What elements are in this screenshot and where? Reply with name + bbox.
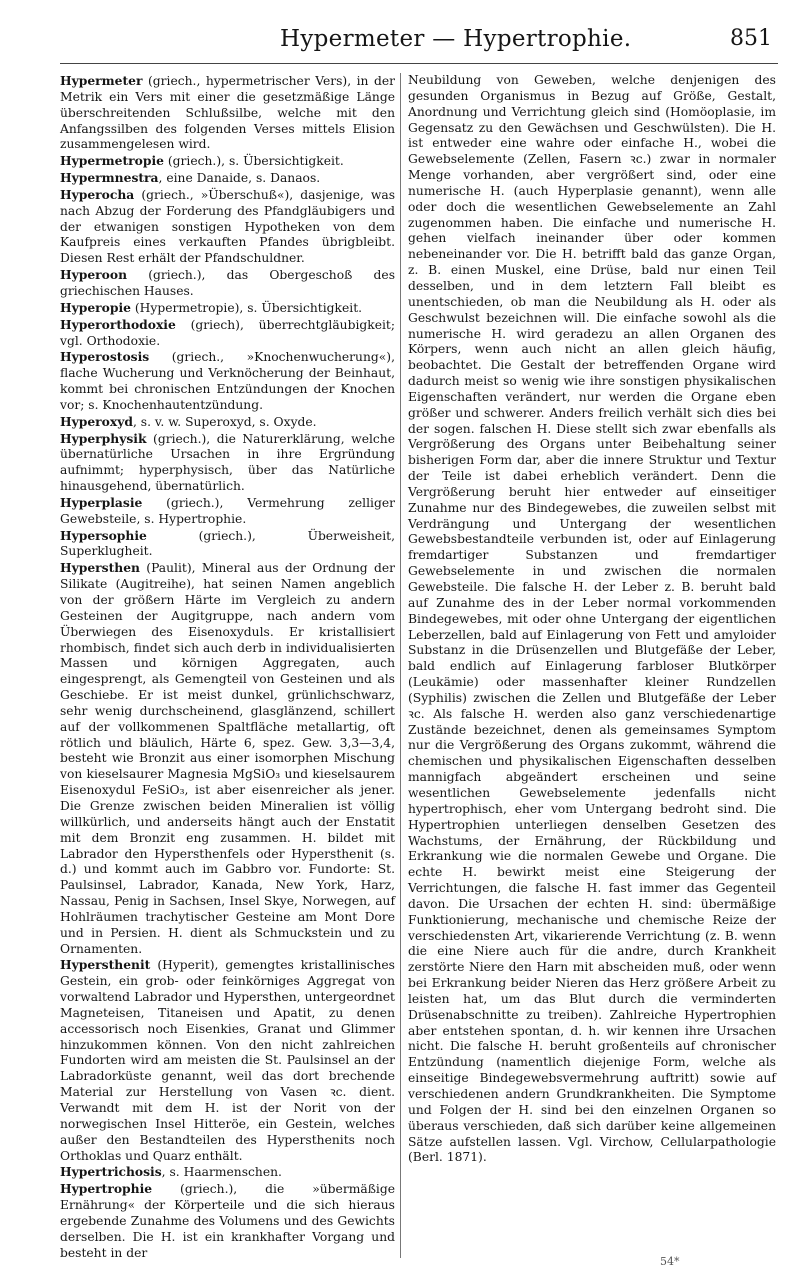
entry-text: , s. Haarmenschen. [161,1165,282,1180]
headword: Hyperoon [60,267,128,283]
entry-hyperoon [60,267,395,300]
entry-hypersthenit [60,957,395,1164]
entry-hyperoxyd [60,414,395,431]
entry-text: (griech.), Überweisheit, Superklugheit. [60,528,395,559]
running-title: Hypermeter — Hypertrophie. [280,26,632,52]
entry-hyperplasie [60,495,395,528]
entry-text: (griech., »Überschuß«), dasjenige, was nach Abzug der Forderung des Pfandgläubigers und der etwanigen sonstigen Hypotheken von dem Kaufpreis eines verkauften Pfandes übrigbleibt. Diesen Rest erhält der Pfandschuldner. [60,187,395,266]
entry-hyperocha [60,187,395,267]
headword: Hypertrophie [60,1181,153,1197]
headword: Hyperorthodoxie [60,316,176,332]
entry-hypersthen [60,560,395,957]
headword: Hypertrichosis [60,1164,162,1180]
entry-hypermnestra [60,170,395,187]
entry-text: (Hypermetropie), s. Übersichtigkeit. [130,300,363,315]
headword: Hyperoxyd [60,413,133,429]
entry-text: (griech.), s. Übersichtigkeit. [163,154,344,169]
right-column [408,73,776,1166]
entry-hyperopie [60,300,395,317]
headword: Hyperphysik [60,430,147,446]
headword: Hypersthenit [60,957,151,973]
entry-hyperphysik [60,431,395,495]
entry-hyperostosis [60,349,395,413]
headword: Hypermnestra [60,170,159,186]
entry-hypertrophie [60,1181,395,1261]
entry-text: (griech.), das Obergeschoß des griechischen Hauses. [60,268,395,298]
entry-text: , eine Danaide, s. Danaos. [158,171,321,186]
entry-text: (griech.), die »übermäßige Ernährung« der Körperteile und die sich hieraus ergebende Zunahme des Volumens und des Gewichts derselben. Die H. ist ein krankhafter Vorgang und besteht in der [60,1182,395,1260]
signature-mark: 54* [660,1255,680,1268]
entry-hypersophie [60,528,395,561]
entry-hypermeter [60,73,395,153]
headword: Hypersophie [60,527,147,543]
entry-text: (Paulit), Mineral aus der Ordnung der Silikate (Augitreihe), hat seinen Namen angeblich von der größern Härte im Vergleich zu andern Gesteinen der Augitgruppe, nach andern vom Überwiegen des Eisenoxyduls. Er kristallisiert rhombisch, findet sich auch derb in individualisierten Massen und körnigen Aggregaten, auch eingesprengt, als Gemengteil von Gesteinen und als Geschiebe. Er ist meist dunkel, grünlichschwarz, sehr wenig durchscheinend, glasglänzend, schillert auf der vollkommenen Spaltfläche metallartig, oft rötlich und bläulich, Härte 6, spez. Gew. 3,3—3,4, besteht wie Bronzit aus einer isomorphen Mischung von kieselsaurer Magnesia MgSiO₃ und kieselsaurem Eisenoxydul FeSiO₃, ist aber eisenreicher als jener. Die Grenze zwischen beiden Mineralien ist völlig willkürlich, und anderseits hängt auch der Enstatit mit dem Bronzit eng zusammen. H. bildet mit Labrador den Hypersthenfels oder Hypersthenit (s. d.) und kommt auch im Gabbro vor. Fundorte: St. Paulsinsel, Labrador, Kanada, New York, Harz, Nassau, Penig in Sachsen, Insel Skye, Norwegen, auf Hohlräumen trachytischer Gesteine am Mont Dore und in Persien. H. dient als Schmuckstein und zu Ornamenten. [60,561,395,956]
column-divider [400,73,401,1258]
header-rule [60,63,778,64]
entry-text: (Hyperit), gemengtes kristallinisches Gestein, ein grob- oder feinkörniges Aggregat von vorwaltend Labrador und Hypersthen, untergeordnet Magneteisen, Titaneisen und Apatit, zu denen accessorisch noch Eisenkies, Granat und Glimmer hinzukommen können. Von den nicht zahlreichen Fundorten wird am meisten die St. Paulsinsel an der Labradorküste genannt, weil das dort brechende Material zur Herstellung von Vasen ꝛc. dient. Verwandt mit dem H. ist der Norit von der norwegischen Insel Hitteröe, ein Gestein, welches außer den Bestandteilen des Hypersthenits noch Orthoklas und Quarz enthält. [60,958,395,1163]
entry-text: (griech., »Knochenwucherung«), flache Wucherung und Verknöcherung der Beinhaut, kommt bei chronischen Entzündungen der Knochen vor; s. Knochenhautentzündung. [60,350,395,412]
headword: Hypermeter [60,73,143,88]
entry-text: (griech), überrechtgläubigkeit; vgl. Orthodoxie. [60,317,395,348]
headword: Hypermetropie [60,153,164,169]
page-header [60,26,778,58]
entry-hypertrichosis [60,1164,395,1181]
entry-hypertrophie-continued: Neubildung von Geweben, welche denjenigen des gesunden Organismus in Bezug auf Größe, Gestalt, Anordnung und Verrichtung gleich sind (Homöoplasie, im Gegensatz zu den Gewächsen und Geschwülsten). Die H. ist entweder eine wahre oder einfache H., wobei die Gewebselemente (Zellen, Fasern ꝛc.) zwar in normaler Menge vorhanden, aber vergrößert sind, oder eine numerische H. (auch Hyperplasie genannt), wenn alle oder doch die wesentlichen Gewebselemente an Zahl zugenommen haben. Die einfache und numerische H. gehen vielfach ineinander über oder kommen nebeneinander vor. Die H. betrifft bald das ganze Organ, z. B. einen Muskel, eine Drüse, bald nur einen Teil desselben, und in dem letztern Fall bleibt es unentschieden, ob man die Neubildung als H. oder als Geschwulst bezeichnen will. Die einfache sowohl als die numerische H. wird geradezu an allen Organen des Körpers, wenn auch nicht an allen gleich häufig, beobachtet. Die Gestalt der betreffenden Organe wird dadurch meist so wenig wie ihre sonstigen physikalischen Eigenschaften verändert, nur werden die Organe eben größer und schwerer. Anders freilich verhält sich dies bei der sogen. falschen H. Diese stellt sich zwar ebenfalls als Vergrößerung des Organs unter Beibehaltung seiner bisherigen Form dar, aber die innere Struktur und Textur der Teile ist dabei erheblich verändert. Denn die Vergrößerung beruht hier entweder auf einseitiger Zunahme nur des Bindegewebes, die zuweilen selbst mit Verdrängung und Untergang der wesentlichen Gewebsbestandteile verbunden ist, oder auf Einlagerung fremdartiger Substanzen und fremdartiger Gewebselemente in und zwischen die normalen Gewebsteile. Die falsche H. der Leber z. B. beruht bald auf Zunahme des in der Leber normal vorkommenden Bindegewebes, mit oder ohne Untergang der eigentlichen Leberzellen, bald auf Einlagerung von Fett und amyloider Substanz in die Drüsenzellen und Blutgefäße der Leber, bald endlich auf Einlagerung farbloser Blutkörper (Leukämie) oder massenhafter kleiner Rundzellen (Syphilis) zwischen die Zellen und Blutgefäße der Leber ꝛc. Als falsche H. werden also ganz verschiedenartige Zustände bezeichnet, denen als gemeinsames Symptom nur die Vergrößerung des Organs zukommt, während die chemischen und physikalischen Eigenschaften desselben mannigfach abgeändert erscheinen und seine wesentlichen Gewebselemente jedenfalls nicht hypertrophisch, eher vom Untergang bedroht sind. Die Hypertrophien unterliegen denselben Gesetzen des Wachstums, der Ernährung, der Rückbildung und Erkrankung wie die normalen Gewebe und Organe. Die echte H. bewirkt meist eine Steigerung der Verrichtungen, die falsche H. fast immer das Gegenteil davon. Die Ursachen der echten H. sind: übermäßige Funktionierung, mechanische und chemische Reize der verschiedensten Art, vikarierende Verrichtung (z. B. wenn die eine Niere auch für die andre, durch Krankheit zerstörte Niere den Harn mit abscheiden muß, oder wenn bei Erkrankung beider Nieren das Herz größere Arbeit zu leisten hat, um das Blut durch die verminderten Drüsenabschnitte zu treiben). Zahlreiche Hypertrophien aber entstehen spontan, d. h. wir kennen ihre Ursachen nicht. Die falsche H. beruht großenteils auf chronischer Entzündung (namentlich diejenige Form, welche als einseitige Bindegewebsvermehrung auftritt) sowie auf verschiedenen andern Grundkrankheiten. Die Symptome und Folgen der H. sind bei den einzelnen Organen so überaus verschieden, daß sich darüber keine allgemeinen Sätze aufstellen lassen. Vgl. Virchow, Cellularpathologie (Berl. 1871). [408,73,776,1165]
headword: Hypersthen [60,560,140,576]
headword: Hyperopie [60,299,131,315]
entry-text: , s. v. w. Superoxyd, s. Oxyde. [132,414,317,429]
left-column [60,73,395,1261]
entry-hypermetropie [60,153,395,170]
entry-hyperorthodoxie [60,317,395,350]
headword: Hyperocha [60,186,135,202]
page-number: 851 [730,26,772,51]
entry-text: (griech., hypermetrischer Vers), in der Metrik ein Vers mit einer die gesetzmäßige Länge überschreitenden Schlußsilbe, welche mit den Anfangssilben des folgenden Verses mittels Elision zusammengelesen wird. [60,74,395,152]
headword: Hyperplasie [60,494,143,510]
entry-text: (griech.), die Naturerklärung, welche übernatürliche Ursachen in ihre Ergründung aufnimmt; hyperphysisch, über das Natürliche hinausgehend, übernatürlich. [60,431,395,494]
headword: Hyperostosis [60,349,150,365]
entry-text: (griech.), Vermehrung zelliger Gewebsteile, s. Hypertrophie. [60,495,395,526]
